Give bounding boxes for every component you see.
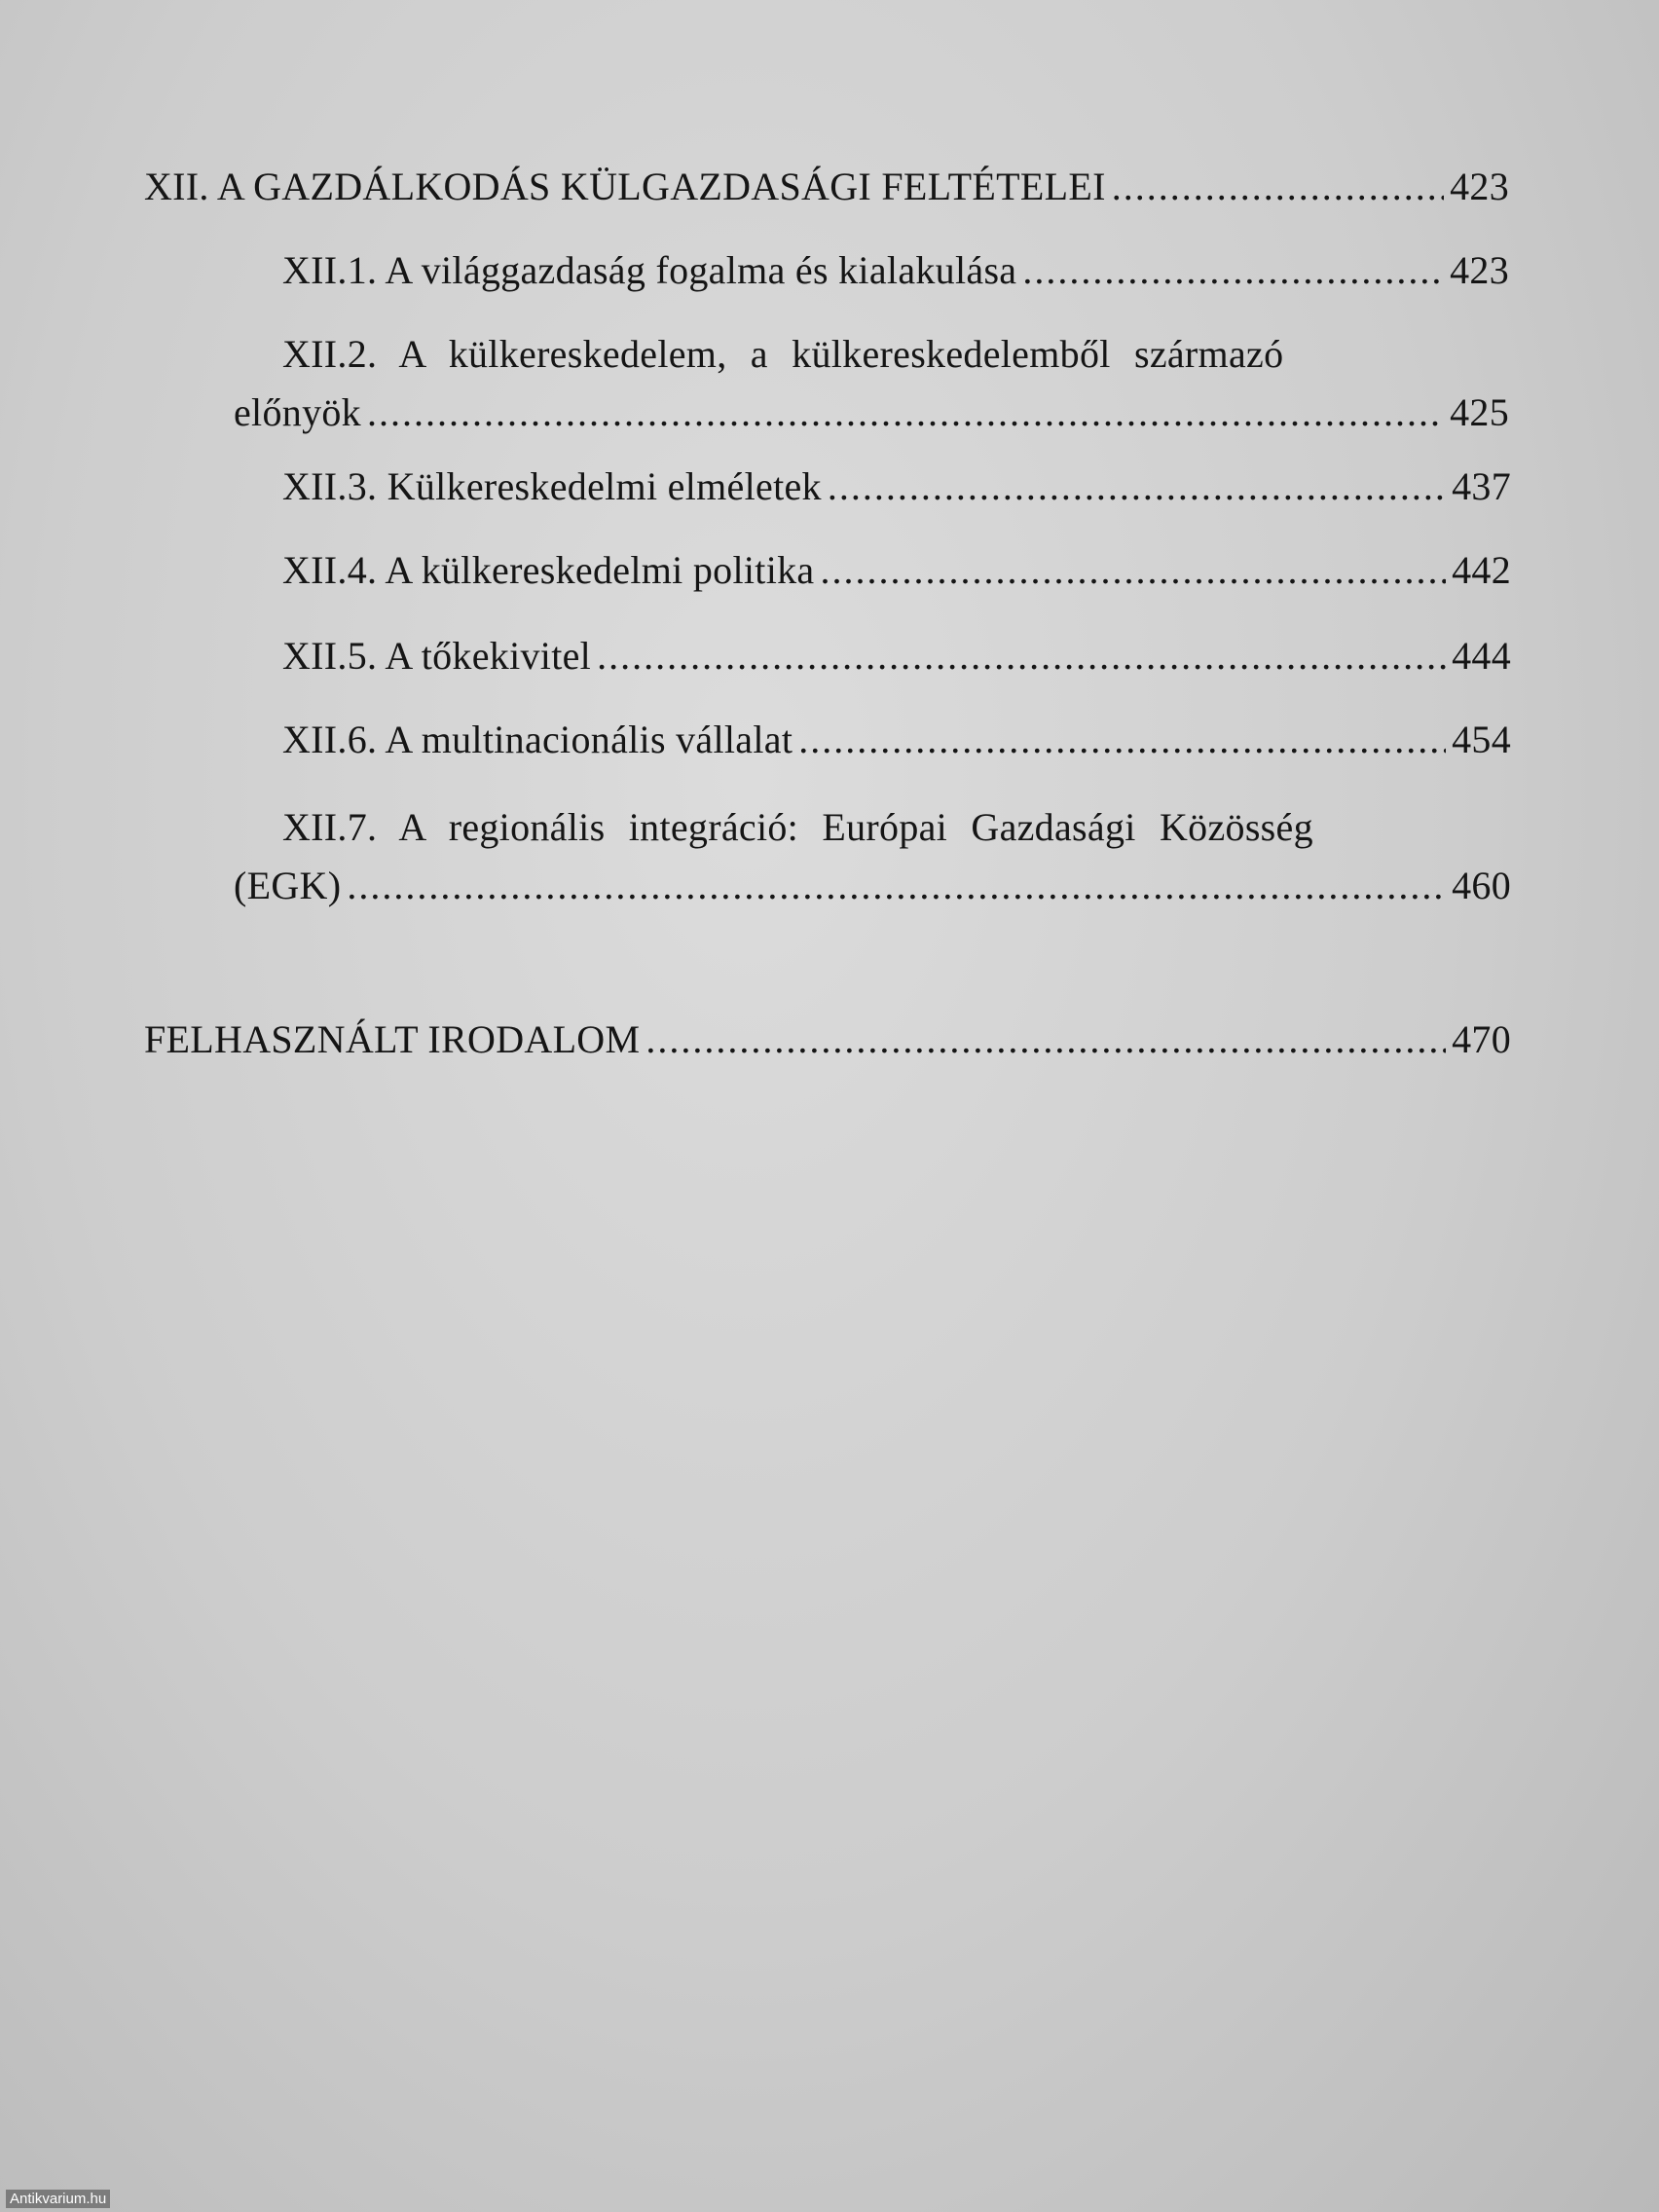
toc-section-page: 460 [1452, 864, 1511, 907]
toc-section-xii-6 [282, 717, 1511, 763]
toc-section-xii-3 [282, 463, 1511, 510]
toc-section-title: XII.4. A külkereskedelmi politika [282, 548, 815, 592]
toc-bibliography-title: FELHASZNÁLT IRODALOM [144, 1017, 641, 1061]
dot-leader [1022, 247, 1444, 294]
dot-leader [645, 1016, 1446, 1063]
toc-chapter-xii [144, 164, 1509, 210]
toc-chapter-title: XII. A GAZDÁLKODÁS KÜLGAZDASÁGI FELTÉTELEI [144, 165, 1106, 208]
toc-section-title: XII.5. A tőkekivitel [282, 634, 592, 678]
toc-section-xii-2 [234, 331, 1509, 436]
toc-section-page: 423 [1450, 248, 1509, 292]
dot-leader [798, 717, 1446, 763]
toc-section-title-line2: (EGK) [234, 864, 342, 907]
dot-leader [367, 389, 1444, 436]
toc-section-page: 437 [1452, 464, 1511, 508]
toc-section-title-line1: XII.2. A külkereskedelem, a külkereskedelemből származó [282, 332, 1284, 376]
toc-section-title-line1: XII.7. A regionális integráció: Európai Gazdasági Közösség [282, 805, 1313, 849]
toc-bibliography-page: 470 [1452, 1017, 1511, 1061]
dot-leader [347, 863, 1446, 909]
toc-section-title: XII.6. A multinacionális vállalat [282, 718, 793, 761]
toc-section-xii-7 [234, 804, 1511, 909]
toc-chapter-page: 423 [1450, 165, 1509, 208]
dot-leader [597, 633, 1446, 680]
toc-section-page: 442 [1452, 548, 1511, 592]
toc-section-xii-5 [282, 633, 1511, 680]
dot-leader [1112, 164, 1444, 210]
toc-section-title: XII.3. Külkereskedelmi elméletek [282, 464, 822, 508]
dot-leader [828, 463, 1446, 510]
toc-section-page: 444 [1452, 634, 1511, 678]
toc-section-page: 425 [1450, 390, 1509, 434]
watermark: Antikvarium.hu [6, 2190, 110, 2208]
toc-section-title-line2: előnyök [234, 390, 361, 434]
toc-section-xii-4 [282, 547, 1511, 594]
toc-section-title: XII.1. A világgazdaság fogalma és kialakulása [282, 248, 1017, 292]
bleed-through-text [146, 526, 1480, 2200]
toc-section-page: 454 [1452, 718, 1511, 761]
toc-section-xii-1 [282, 247, 1509, 294]
dot-leader [820, 547, 1446, 594]
toc-bibliography [144, 1016, 1511, 1063]
